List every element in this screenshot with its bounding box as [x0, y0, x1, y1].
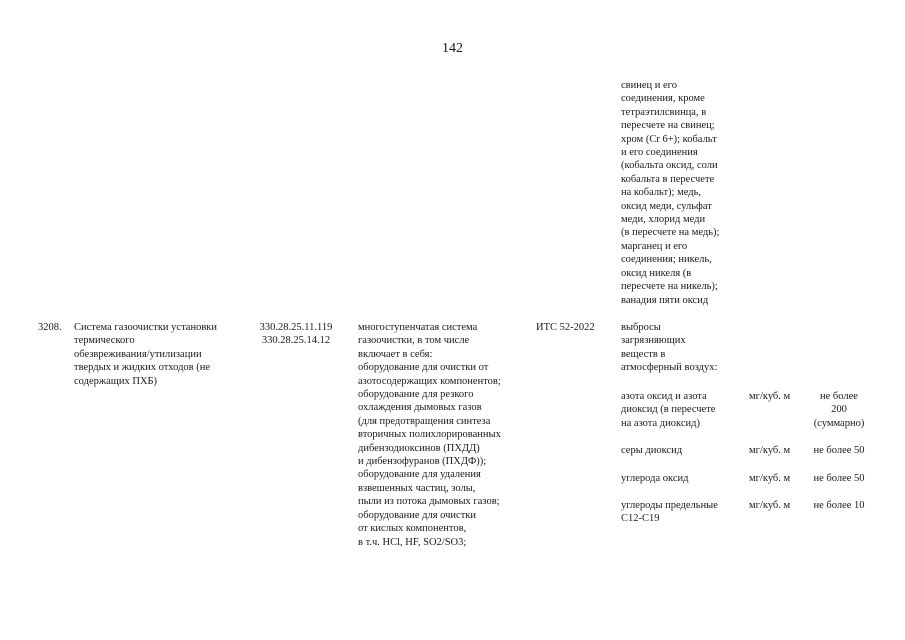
pollutants-continuation: свинец и его соединения, кроме тетраэтилсвинца, в пересчете на свинец; хром (Cr 6+); кобальт и его соединения (кобальта оксид, соли кобальта в пересчете на кобальт); медь, оксид меди, сульфат меди, хлорид меди (в пересчете на медь); марганец и его соединения; никель, оксид никеля (в пересчете на никель); ванадия пяти оксид [621, 80, 720, 306]
page-number: 142 [442, 41, 463, 56]
emissions-header: выбросы загрязняющих веществ в атмосферный воздух: [621, 322, 718, 374]
limit-value: не более 10 [813, 500, 865, 511]
substance-name: серы диоксид [621, 445, 683, 456]
substance-name: азота оксид и азота диоксид (в пересчете на азота диоксид) [621, 391, 716, 429]
equipment-description: многоступенчатая система газоочистки, в том числе включает в себя: оборудование для очистки от азотосодержащих компонентов; оборудование для резкого охлаждения дымовых газов (для предотвращения синтеза вторичных полихлорированных дибензодиоксинов (ПХДД) и дибензофуранов (ПХДФ)); оборудование для удаления взвешенных частиц, золы, пыли из потока дымовых газов; оборудование для очистки от кислых компонентов, в т.ч. HCl, HF, SO2/SO3; [358, 322, 501, 548]
equipment-name: Система газоочистки установки термического обезвреживания/утилизации твердых и жидких отходов (не содержащих ПХБ) [74, 322, 218, 387]
substance-name: углероды предельные C12-C19 [621, 500, 718, 525]
unit: мг/куб. м [749, 473, 791, 484]
unit: мг/куб. м [749, 445, 791, 456]
substance-name: углерода оксид [621, 473, 689, 484]
unit: мг/куб. м [749, 500, 791, 511]
its-standard: ИТС 52-2022 [536, 322, 595, 333]
okpd-codes: 330.28.25.11.119 330.28.25.14.12 [259, 322, 333, 347]
entry-number: 3208. [38, 322, 62, 333]
limit-value: не более 50 [813, 473, 865, 484]
unit: мг/куб. м [749, 391, 791, 402]
limit-value: не более 50 [813, 445, 865, 456]
limit-value: не более 200 (суммарно) [813, 391, 865, 429]
